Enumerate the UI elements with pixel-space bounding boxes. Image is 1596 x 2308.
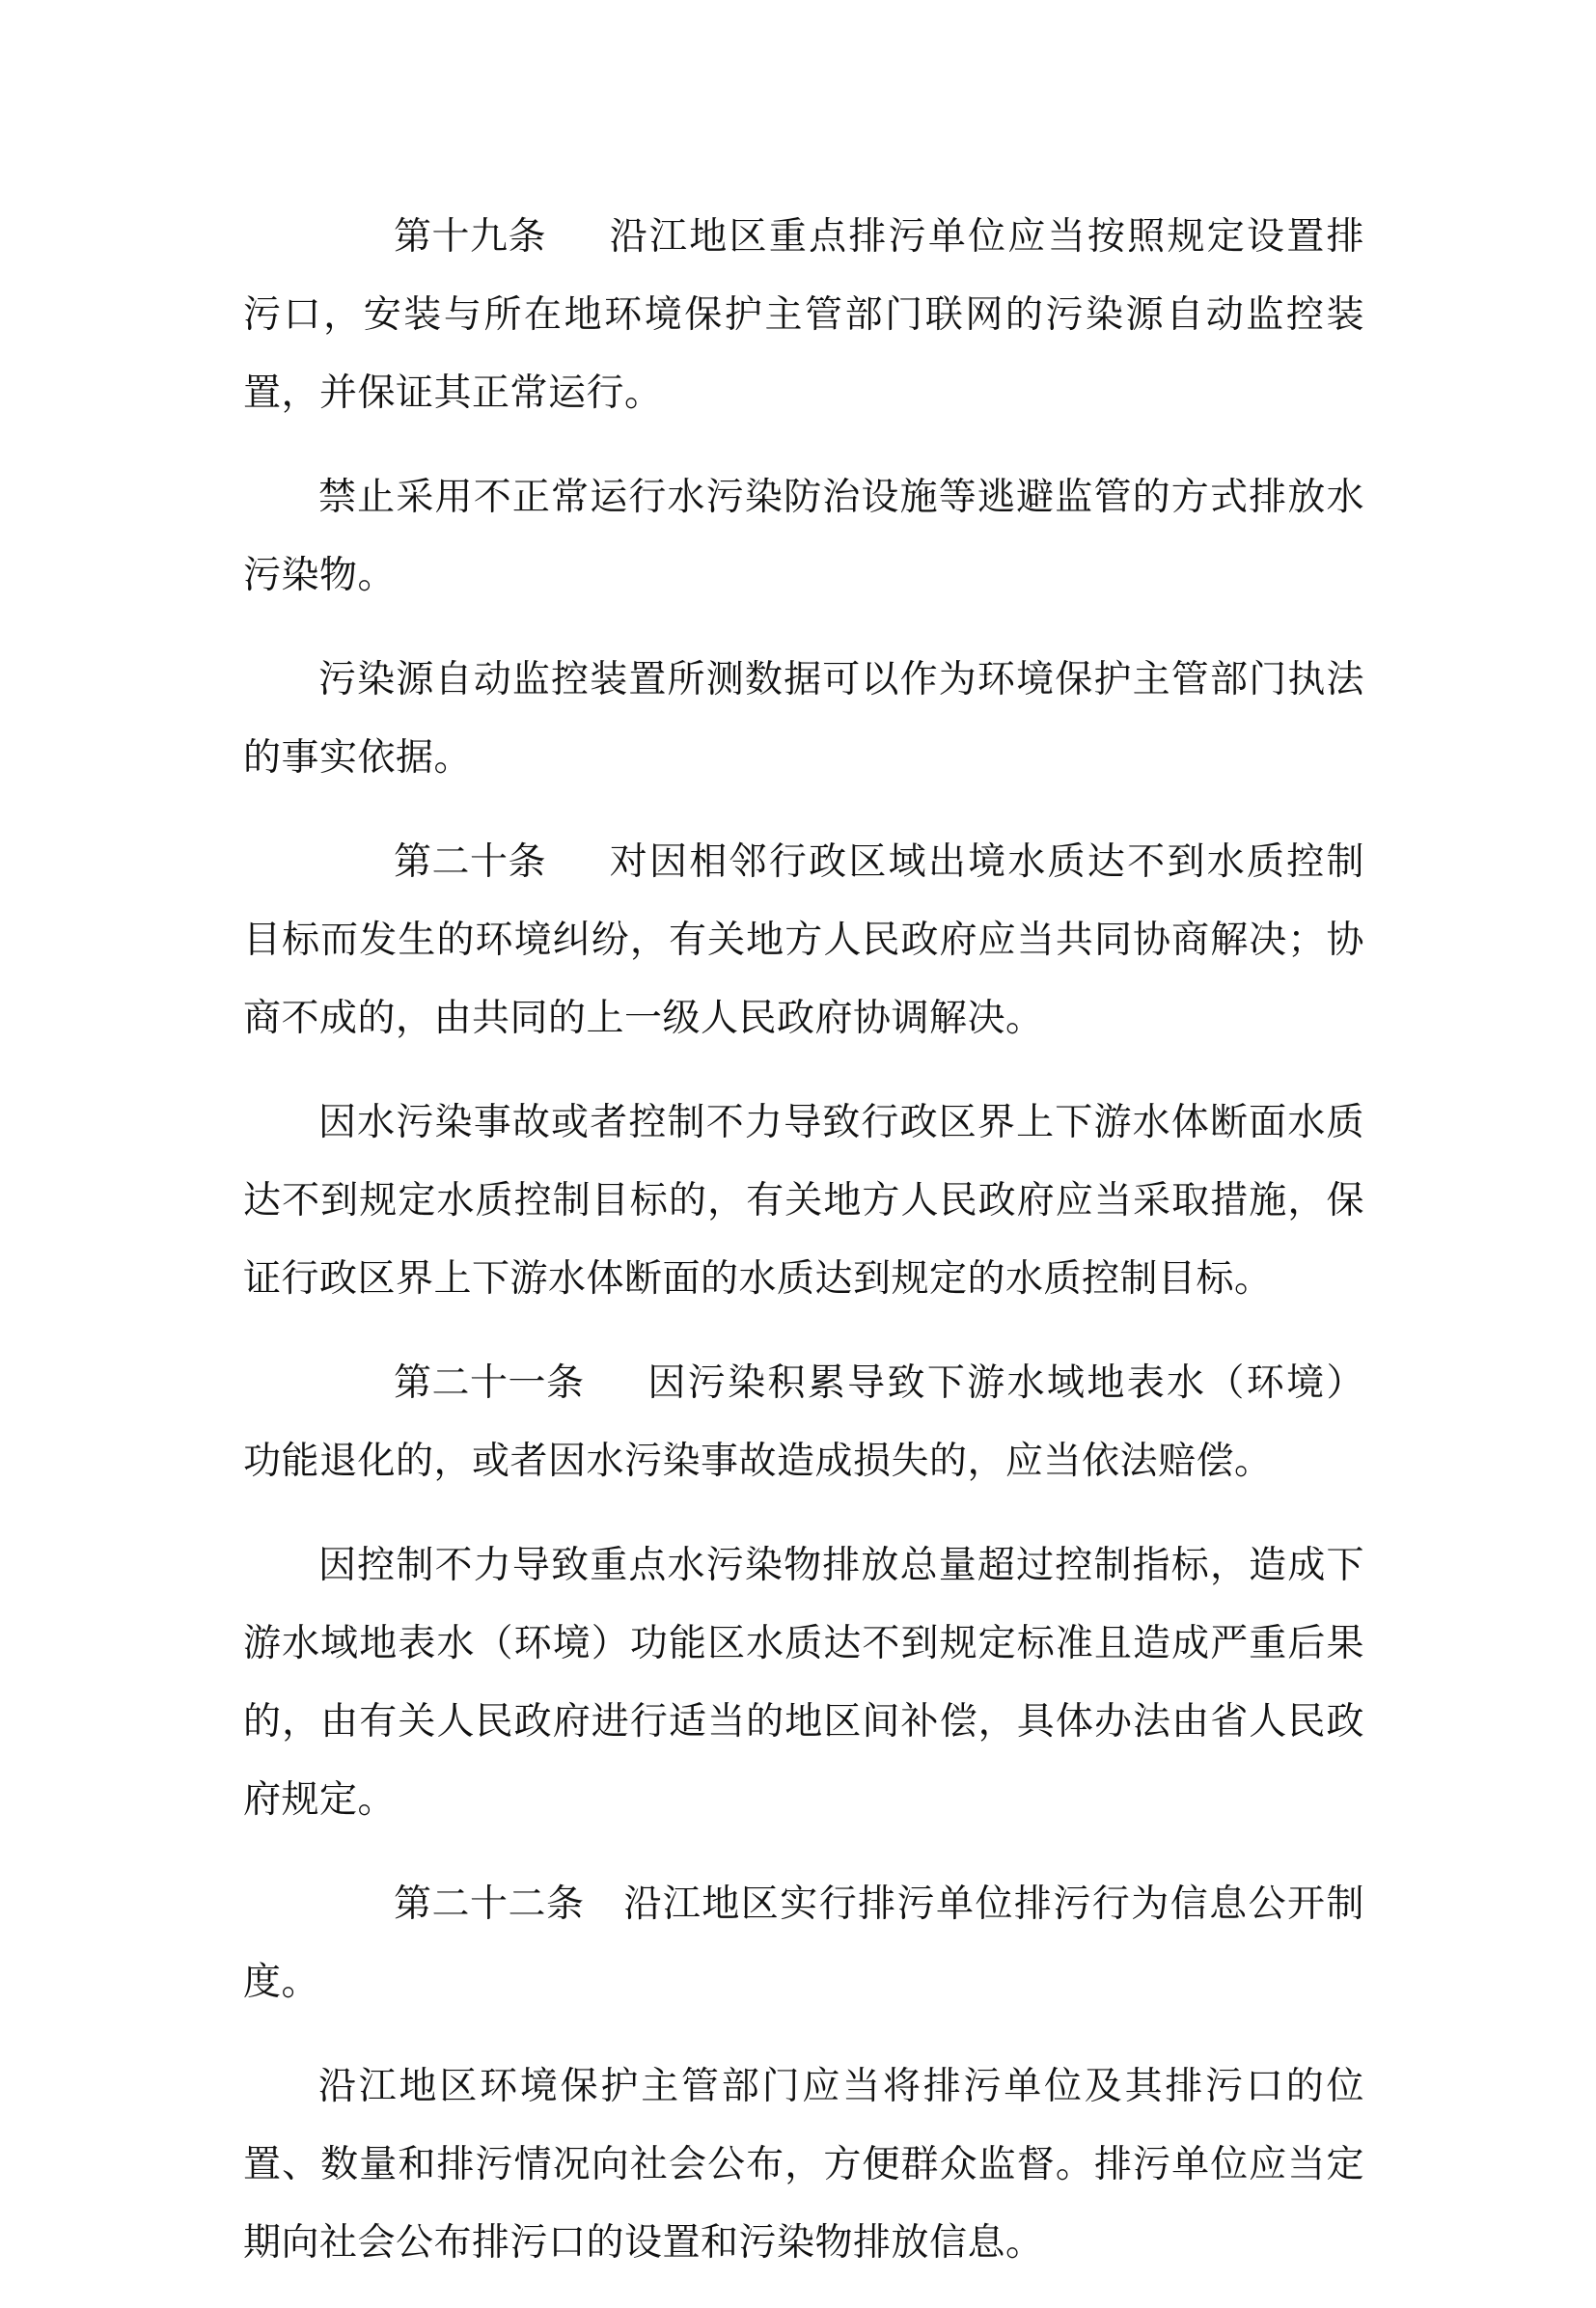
paragraph-article-22 (243, 1865, 1364, 2021)
document-page (243, 198, 1364, 2308)
paragraph-article-20 (243, 823, 1364, 1058)
paragraph-text: 沿江地区实行排污单位排污行为信息公开制度。 (243, 1882, 1364, 2004)
paragraph (243, 641, 1364, 797)
paragraph-article-21 (243, 1344, 1364, 1500)
paragraph-text: 沿江地区重点排污单位应当按照规定设置排污口，安装与所在地环境保护主管部门联网的污染源自动监控装置，并保证其正常运行。 (243, 215, 1364, 415)
paragraph-text: 因水污染事故或者控制不力导致行政区界上下游水体断面水质达不到规定水质控制目标的，有关地方人民政府应当采取措施，保证行政区界上下游水体断面的水质达到规定的水质控制目标。 (243, 1101, 1364, 1301)
paragraph-text: 对因相邻行政区域出境水质达不到水质控制目标而发生的环境纠纷，有关地方人民政府应当共同协商解决；协商不成的，由共同的上一级人民政府协调解决。 (243, 840, 1364, 1040)
paragraph (243, 2047, 1364, 2282)
article-number: 第二十条 (394, 840, 547, 884)
paragraph (243, 458, 1364, 615)
paragraph-text: 禁止采用不正常运行水污染防治设施等逃避监管的方式排放水污染物。 (243, 476, 1364, 597)
paragraph (243, 1526, 1364, 1839)
article-number: 第十九条 (394, 215, 547, 259)
article-number: 第二十二条 (394, 1882, 585, 1926)
paragraph-text: 沿江地区环境保护主管部门应当将排污单位及其排污口的位置、数量和排污情况向社会公布，方便群众监督。排污单位应当定期向社会公布排污口的设置和污染物排放信息。 (243, 2065, 1364, 2265)
paragraph (243, 1084, 1364, 1318)
paragraph-text: 因控制不力导致重点水污染物排放总量超过控制指标，造成下游水域地表水（环境）功能区水质达不到规定标准且造成严重后果的，由有关人民政府进行适当的地区间补偿，具体办法由省人民政府规定。 (243, 1544, 1364, 1822)
article-number: 第二十一条 (394, 1361, 585, 1405)
paragraph-article-19 (243, 198, 1364, 432)
paragraph-text: 污染源自动监控装置所测数据可以作为环境保护主管部门执法的事实依据。 (243, 658, 1364, 780)
paragraph-text: 因污染积累导致下游水域地表水（环境）功能退化的，或者因水污染事故造成损失的，应当依法赔偿。 (243, 1361, 1364, 1483)
